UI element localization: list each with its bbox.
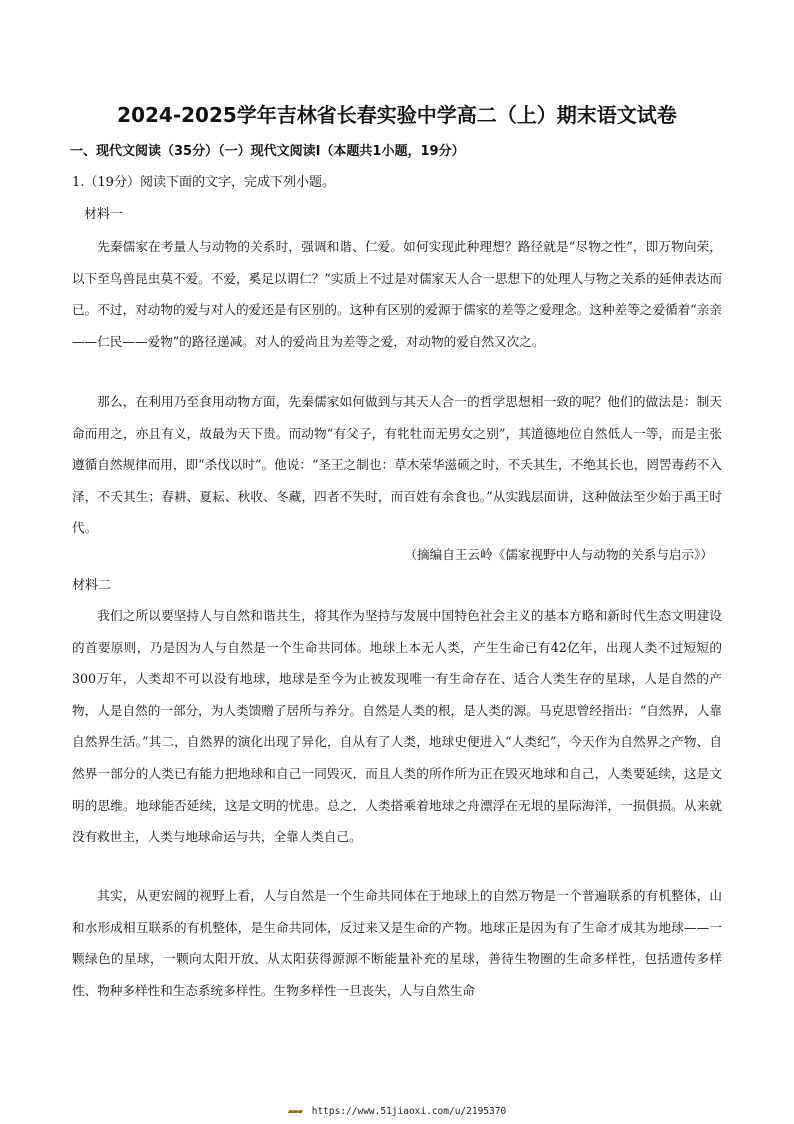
material-two-label: 材料二 [72,578,112,593]
material-one-source: （摘编自王云岭《儒家视野中人与动物的关系与启示》） [404,547,713,562]
page-footer [0,1105,794,1119]
material-one-paragraph-2: 那么，在利用乃至食用动物方面，先秦儒家如何做到与其天人合一的哲学思想相一致的呢？他们的做法是：制天命而用之，亦且有义，故最为天下贵。而动物“有父子，有牝牡而无男女之别”，其道德地位自然低人一等，而是主张遵循自然规律而用，即“杀伐以时”。他说：“圣王之制也：草木荣华滋硕之时，不夭其生，不绝其长也，罔罟毒药不入泽，不夭其生；春耕、夏耘、秋收、冬藏，四者不失时，而百姓有余食也。”从实践层面讲，这种做法至少始于禹王时代。 [72,394,722,536]
material-one-paragraph-1: 先秦儒家在考量人与动物的关系时，强调和谐、仁爱。如何实现此种理想？路径就是“尽物之性”，即万物向荣，以下至鸟兽昆虫莫不爱。不爱，奚足以谓仁？”实质上不过是对儒家天人合一思想下的处理人与物之关系的延伸表达而已。不过，对动物的爱与对人的爱还是有区别的。这种有区别的爱源于儒家的差等之爱理念。这种差等之爱循着“亲亲——仁民——爱物”的路径递减。对人的爱尚且为差等之爱，对动物的爱自然又次之。 [72,239,722,349]
question-stem: 1.（19分）阅读下面的文字，完成下列小题。 [72,175,335,190]
section-heading: 一、现代文阅读（35分）（一）现代文阅读Ⅰ（本题共1小题，19分） [70,144,465,159]
material-two-paragraph-2: 其实，从更宏阔的视野上看，人与自然是一个生命共同体在于地球上的自然万物是一个普遍联系的有机整体，山和水形成相互联系的有机整体，是生命共同体，反过来又是生命的产物。地球正是因为有了生命才成其为地球——一颗绿色的星球，一颗向太阳开放、从太阳获得源源不断能量补充的星球，善待生物圈的生命多样性，包括遗传多样性、物种多样性和生态系统多样性。生物多样性一旦丧失，人与自然生命 [72,888,722,998]
site-logo-icon: ▰▰▰ [287,1106,302,1117]
footer-url[interactable]: https://www.51jiaoxi.com/u/2195370 [311,1106,507,1117]
document-title: 2024-2025学年吉林省长春实验中学高二（上）期末语文试卷 [117,103,677,127]
material-two-paragraph-1: 我们之所以要坚持人与自然和谐共生，将其作为坚持与发展中国特色社会主义的基本方略和新时代生态文明建设的首要原则，乃是因为人与自然是一个生命共同体。地球上本无人类，产生生命已有42亿年，出现人类不过短短的300万年，人类却不可以没有地球，地球是至今为止被发现唯一有生命存在、适合人类生存的星球，人是自然的产物，人是自然的一部分，为人类馈赠了居所与养分。自然是人类的根，是人类的源。马克思曾经指出：“自然界，人靠自然界生活。”其二，自然界的演化出现了异化，自从有了人类，地球史便进入“人类纪”，今天作为自然界之产物、自然界一部分的人类已有能力把地球和自己一同毁灭，而且人类的所作所为正在毁灭地球和自己，人类要延续，这是文明的思维。地球能否延续，这是文明的忧患。总之，人类搭乘着地球之舟漂浮在无垠的星际海洋，一损俱损。从来就没有救世主，人类与地球命运与共，全靠人类自己。 [72,608,722,845]
material-one-label: 材料一 [84,207,124,222]
